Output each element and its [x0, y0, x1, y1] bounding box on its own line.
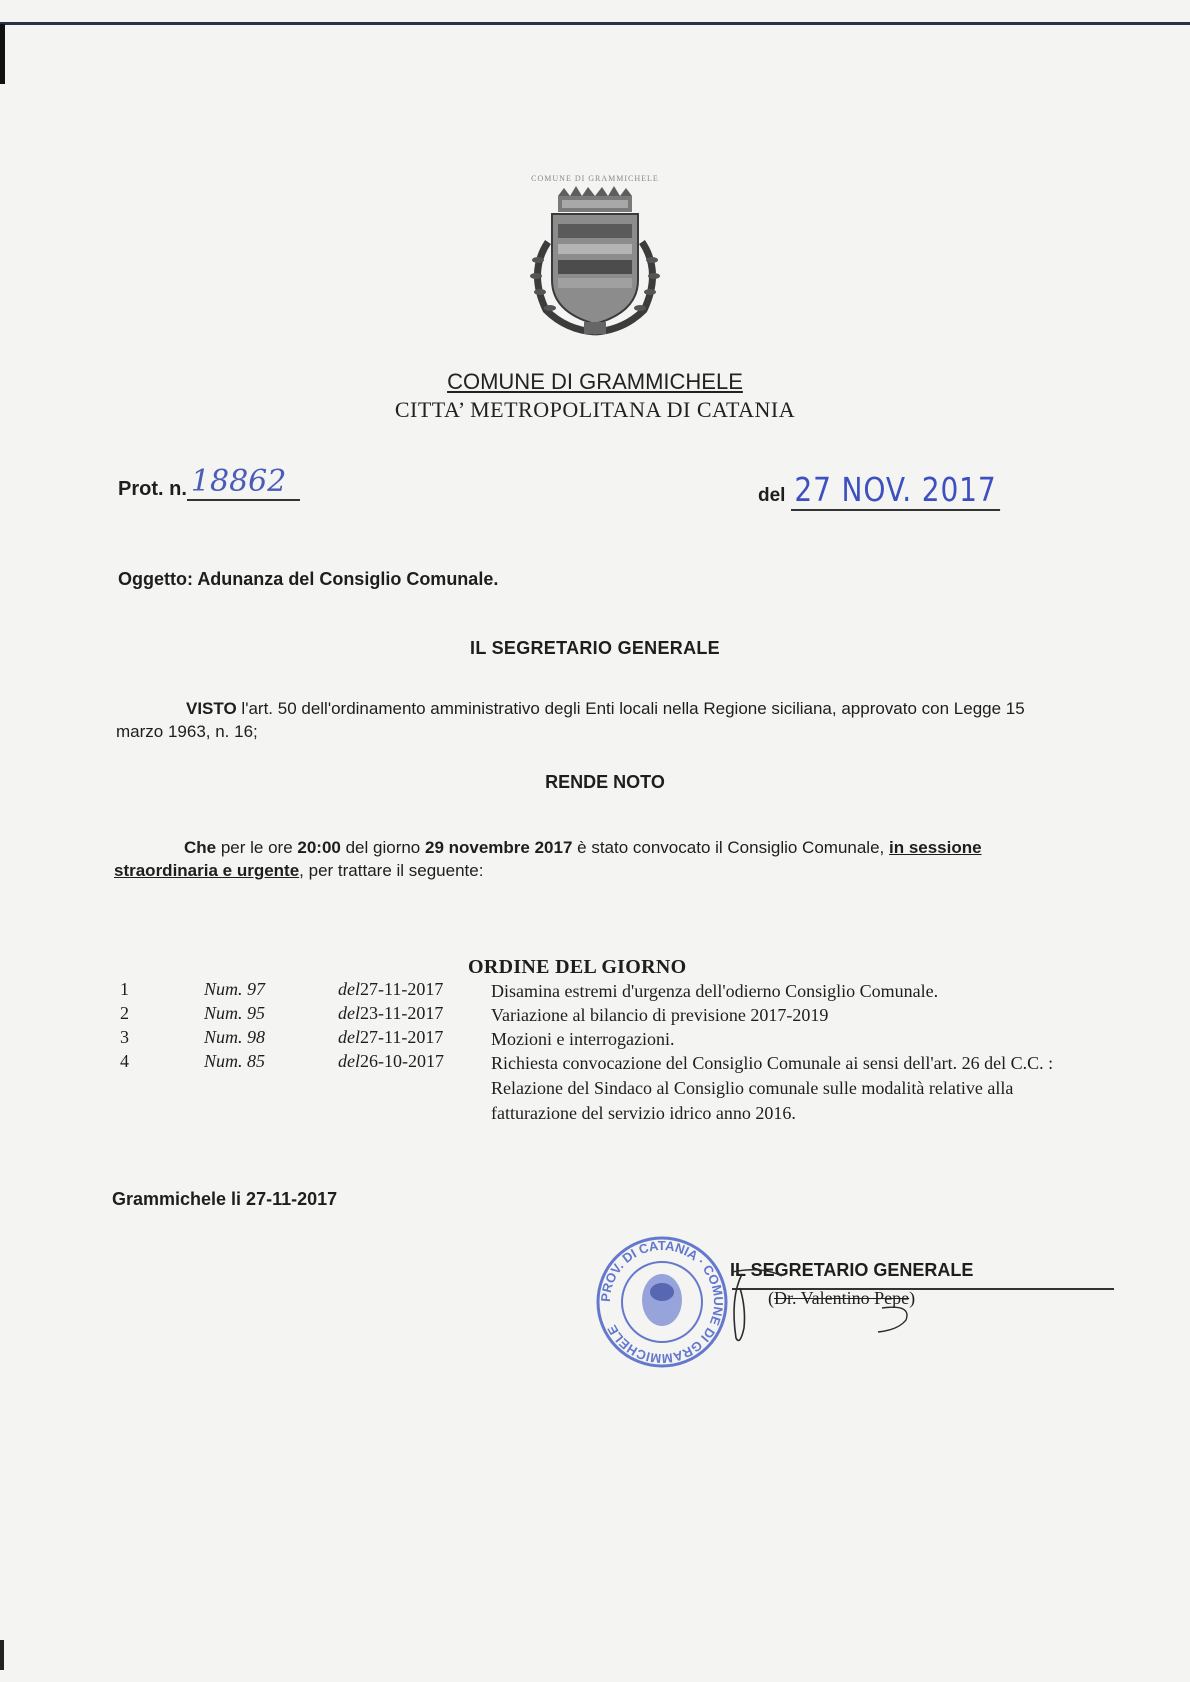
- agenda-item-del: del: [338, 1003, 360, 1023]
- meeting-date: 29 novembre 2017: [425, 838, 573, 857]
- issuer-title: IL SEGRETARIO GENERALE: [470, 638, 720, 658]
- protocol-handwritten-number: 18862: [187, 464, 300, 501]
- official-seal-icon: [592, 1232, 732, 1372]
- protocol-label: Prot. n.: [118, 478, 187, 500]
- document-header: [0, 368, 1190, 424]
- signatory-title: IL SEGRETARIO GENERALE: [730, 1260, 974, 1280]
- municipal-crest: [500, 172, 690, 352]
- agenda-item-date-value: 26-10-2017: [360, 1051, 444, 1071]
- session-type: in sessione straordinaria e urgente: [114, 838, 982, 880]
- che-keyword: Che: [184, 838, 217, 857]
- agenda-title: ORDINE DEL GIORNO: [468, 956, 687, 978]
- convocation-text-4: , per trattare il seguente:: [299, 861, 484, 880]
- coat-of-arms-icon: [500, 172, 690, 352]
- agenda-item-date-value: 27-11-2017: [360, 1027, 444, 1047]
- visto-paragraph: [116, 697, 1056, 743]
- subject-line: Oggetto: Adunanza del Consiglio Comunale.: [118, 569, 499, 589]
- agenda-item-date: [338, 1027, 443, 1048]
- agenda-item-del: del: [338, 1027, 360, 1047]
- citta-metropolitana: CITTA’ METROPOLITANA DI CATANIA: [394, 397, 796, 422]
- meeting-time: 20:00: [297, 838, 341, 857]
- agenda-item-date-value: 23-11-2017: [360, 1003, 444, 1023]
- agenda-item: [120, 1051, 1080, 1131]
- signature-block: [592, 1232, 1112, 1392]
- agenda-item: [120, 1003, 1080, 1027]
- agenda-item-text: Disamina estremi d'urgenza dell'odierno Consiglio Comunale.: [491, 981, 939, 1001]
- agenda-item-text: Mozioni e interrogazioni.: [491, 1029, 675, 1049]
- convocation-text-3: è stato convocato il Consiglio Comunale,: [572, 838, 889, 857]
- agenda-item-number: 1: [120, 979, 129, 999]
- convocation-paragraph: [114, 836, 1054, 882]
- agenda-item-del: del: [338, 979, 360, 999]
- agenda-item-number: 2: [120, 1003, 129, 1023]
- scan-edge-left: [0, 24, 5, 84]
- agenda-item-text: Richiesta convocazione del Consiglio Comunale ai sensi dell'art. 26 del C.C. : Relazione del Sindaco al Consiglio comunale sulle modalità relative alla fatturazione del servizio idrico anno 2016.: [491, 1053, 1054, 1123]
- agenda-item-number: 4: [120, 1051, 129, 1071]
- convocation-text-2: del giorno: [340, 838, 425, 857]
- agenda-list: [120, 979, 1080, 1131]
- signatory-name-text: Dr. Valentino Pepe: [774, 1288, 910, 1308]
- agenda-item-ref: Num. 85: [204, 1051, 266, 1071]
- agenda-item-del: del: [338, 1051, 360, 1071]
- scan-edge-left-bottom: [0, 1640, 4, 1670]
- agenda-item-date: [338, 1003, 443, 1024]
- visto-text: l'art. 50 dell'ordinamento amministrativo degli Enti locali nella Regione siciliana, approvato con Legge 15 marzo 1963, n. 16;: [116, 699, 1025, 741]
- date-label: del: [758, 485, 786, 506]
- agenda-item-text: Variazione al bilancio di previsione 2017-2019: [491, 1005, 829, 1025]
- agenda-item-ref: Num. 97: [204, 979, 266, 999]
- scan-edge-top: [0, 22, 1190, 25]
- place-and-date: Grammichele li 27-11-2017: [112, 1189, 338, 1209]
- visto-keyword: VISTO: [186, 699, 237, 718]
- protocol-number: [118, 464, 300, 505]
- rende-noto-heading: RENDE NOTO: [545, 772, 665, 792]
- handwritten-signature-icon: [722, 1268, 942, 1348]
- date-stamp: 27 NOV. 2017: [791, 470, 1000, 511]
- seal-text: PROV. DI CATANIA · COMUNE DI GRAMMICHELE: [597, 1237, 727, 1367]
- agenda-item-date: [338, 1051, 444, 1072]
- agenda-item: [120, 1027, 1080, 1051]
- protocol-date: [758, 470, 1037, 511]
- signatory-name-close: ): [909, 1288, 916, 1308]
- agenda-item-date-value: 27-11-2017: [360, 979, 444, 999]
- agenda-item-ref: Num. 98: [204, 1027, 266, 1047]
- agenda-item-ref: Num. 95: [204, 1003, 266, 1023]
- comune-name: COMUNE DI GRAMMICHELE: [447, 369, 743, 394]
- crest-caption: COMUNE DI GRAMMICHELE: [531, 174, 659, 183]
- agenda-item-date: [338, 979, 443, 1000]
- convocation-text-1: per le ore: [216, 838, 298, 857]
- agenda-item: [120, 979, 1080, 1003]
- agenda-item-number: 3: [120, 1027, 129, 1047]
- signatory-name-open: (: [768, 1288, 774, 1308]
